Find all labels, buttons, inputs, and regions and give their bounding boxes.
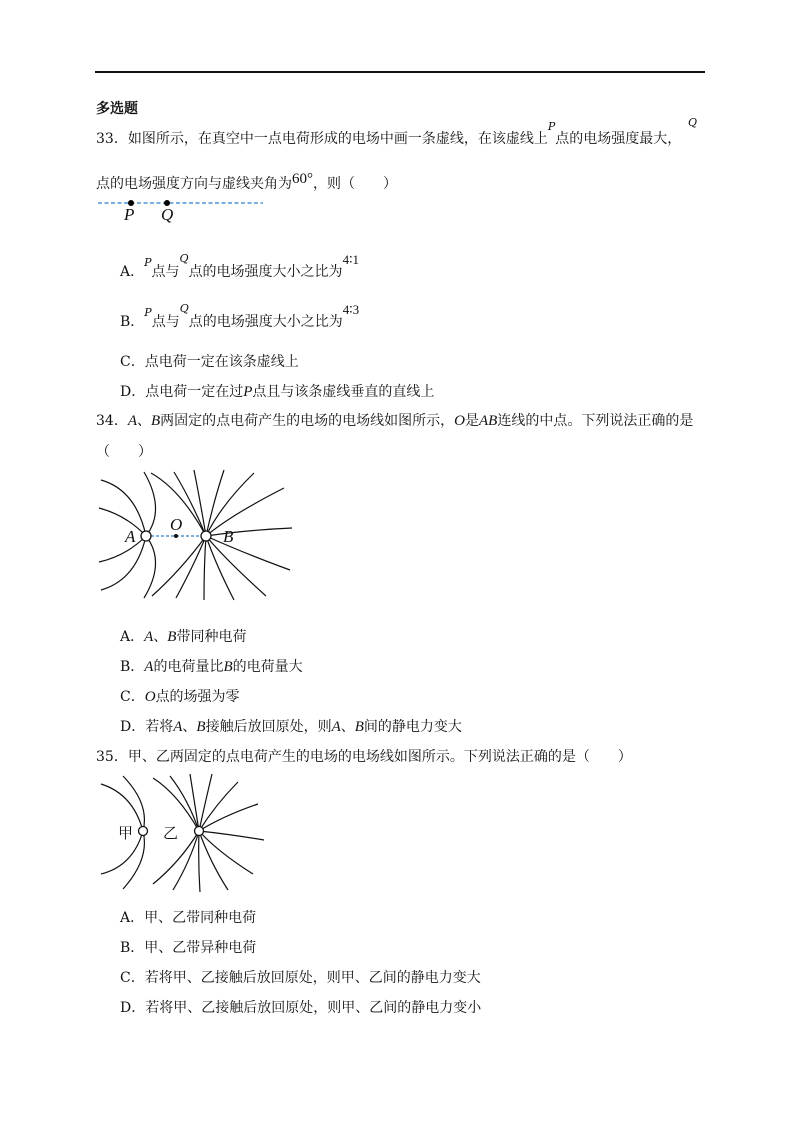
q34-paren: （ ） [96,444,152,460]
charge-yi [195,827,204,836]
q34-option-d [120,718,462,736]
q35-number: 35． [96,749,128,765]
option-sep: 、 [182,719,197,735]
q33-angle: 60° [292,171,313,187]
q33-text-d: ，则（ ） [313,176,397,192]
q33-option-a [120,252,359,282]
q33-text-b: 点的电场强度最大， [555,131,682,147]
option-p: P [243,384,253,400]
q33-option-c: C．点电荷一定在该条虚线上 [120,354,299,370]
option-b: B [354,719,364,735]
option-letter: C． [120,689,145,705]
q34-option-b [120,658,303,676]
charge-a [141,531,151,541]
option-text: 点与 [151,314,180,330]
q35-option-a: A．甲、乙带同种电荷 [120,910,257,926]
q33-option-b [120,302,360,332]
option-p: P [144,306,152,319]
q35-fig-yi-label: 乙 [163,824,179,842]
q33-number: 33． [96,131,128,147]
q34-text: 是 [465,413,480,429]
q34-option-a [120,628,246,646]
q35-option-b: B．甲、乙带异种电荷 [120,940,257,956]
q33-p: P [547,120,556,133]
option-a: A [144,629,154,645]
option-text: D．点电荷一定在过 [120,384,244,400]
q35-option-c: C．若将甲、乙接触后放回原处，则甲、乙间的静电力变大 [120,970,481,986]
option-text: D．若将 [120,719,174,735]
option-text: 点与 [151,264,180,280]
charge-b [201,531,211,541]
option-b: B [223,659,233,675]
option-a: A [144,659,154,675]
option-letter: B． [120,314,145,330]
q33-line2 [96,171,397,193]
option-ratio: 4∶1 [342,252,359,267]
option-b: B [196,719,206,735]
q33-text-a: 如图所示，在真空中一点电荷形成的电场中画一条虚线，在该虚线上 [127,131,548,147]
option-p: P [144,256,152,269]
q34-ab: AB [479,413,498,429]
option-text: 点的场强为零 [155,689,240,705]
q33-fig-p-label: P [124,205,135,224]
option-ratio: 4∶3 [342,302,360,317]
q35-fig-jia-label: 甲 [118,824,134,842]
option-text: 的电荷量比 [153,659,224,675]
option-q: Q [179,302,189,315]
option-a: A [331,719,341,735]
q33-option-d [120,383,434,401]
q34-sep: 、 [137,413,151,429]
q35-line1 [96,748,632,766]
q35-option-d: D．若将甲、乙接触后放回原处，则甲、乙间的静电力变小 [120,1000,482,1016]
option-a: A [173,719,183,735]
q33-fig-q-label: Q [161,205,174,224]
q34-fig-b-label: B [223,527,234,546]
option-letter: A． [120,264,145,280]
option-letter: A． [120,629,145,645]
option-text: 带同种电荷 [176,629,247,645]
q34-option-c [120,688,240,706]
option-text: 的电荷量大 [232,659,303,675]
option-letter: B． [120,659,145,675]
charge-jia [139,827,148,836]
option-o: O [144,689,156,705]
section-title: 多选题 [96,101,138,117]
option-b: B [167,629,177,645]
q34-fig-o-label: O [170,515,183,534]
header-rule [95,71,705,73]
option-sep: 、 [153,629,168,645]
q34-o: O [454,413,466,429]
option-text: 点且与该条虚线垂直的直线上 [252,384,435,400]
option-text: 间的静电力变大 [363,719,462,735]
option-text: 点的电场强度大小之比为 [188,264,343,280]
q34-a: A [127,413,137,429]
q34-line1 [96,412,693,430]
q33-text-c: 点的电场强度方向与虚线夹角为 [96,176,292,192]
q34-number: 34． [96,413,128,429]
option-sep: 、 [340,719,355,735]
option-text: 点的电场强度大小之比为 [188,314,343,330]
q34-text: 连线的中点。下列说法正确的是 [497,413,694,429]
q33-line1 [96,120,682,149]
option-q: Q [179,252,189,265]
q34-b: B [151,413,161,429]
option-text: 接触后放回原处，则 [205,719,332,735]
q35-text: 甲、乙两固定的点电荷产生的电场的电场线如图所示。下列说法正确的是（ ） [127,749,632,765]
q34-fig-a-label: A [125,527,136,546]
q34-text: 两固定的点电荷产生的电场的电场线如图所示， [160,413,455,429]
q33-q: Q [688,116,698,129]
